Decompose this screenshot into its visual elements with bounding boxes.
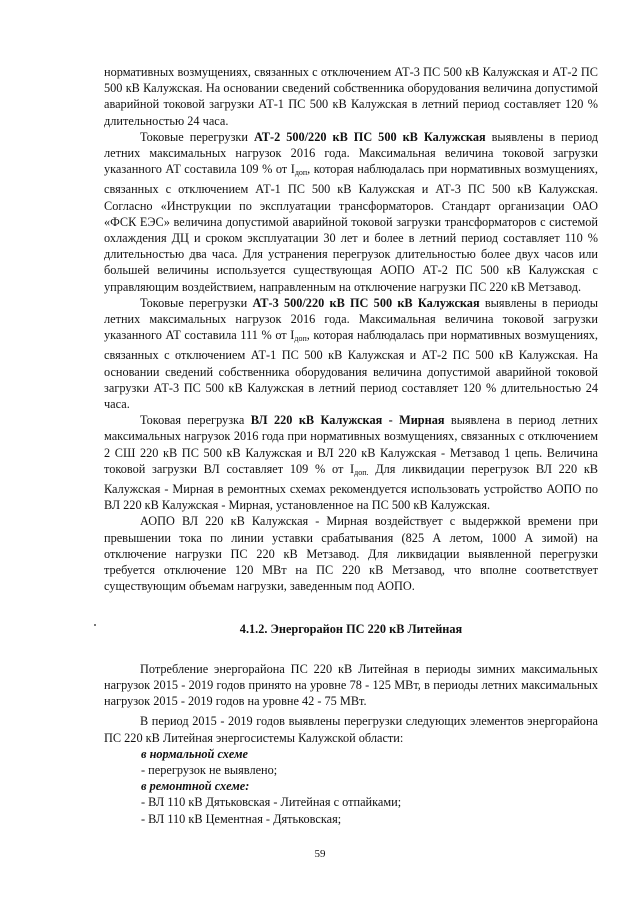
bold-term: АТ-2 500/220 кВ ПС 500 кВ Калужская [253, 129, 486, 144]
paragraph-overloads: В период 2015 - 2019 годов выявлены перегрузки следующих элементов энергорайона ПС 220 кВ Литейная энергосистемы Калужской области: [104, 714, 598, 745]
paragraph-1: нормативных возмущениях, связанных с отключением АТ-3 ПС 500 кВ Калужская и АТ-2 ПС 500 кВ Калужская. На основании сведений собственника оборудования величина допустимой аварийной токовой загрузки АТ-1 ПС 500 кВ Калужская в летний период составляет 120 % длительностью 24 часа. [104, 65, 598, 128]
subscript: доп [294, 168, 308, 178]
repair-scheme-label: в ремонтной схеме: [141, 779, 250, 794]
paragraph-at2 [104, 129, 598, 295]
text: , которая наблюдалась при нормативных возмущениях, связанных с отключением АТ-1 ПС 500 кВ Калужская и АТ-2 ПС 500 кВ Калужская. На основании сведений собственника оборудования величина допустимой аварийной токовой загрузки АТ-3 ПС 500 кВ Калужская в летний период составляет 120 % длительностью 24 часа. [104, 328, 598, 412]
paragraph-vl220 [104, 412, 598, 513]
bold-term: ВЛ 220 кВ Калужская - Мирная [250, 413, 445, 428]
text: выявлены в периоды летних максимальных нагрузок 2016 года. Максимальная величина токовой загрузки указанного АТ составила 111 % от I [104, 295, 598, 343]
text: Для ликвидации перегрузок ВЛ 220 кВ Калужская - Мирная в ремонтных схемах рекомендуется использовать устройство АОПО по ВЛ 220 кВ Калужская - Мирная, установленное на ПС 500 кВ Калужская. [104, 461, 598, 513]
paragraph-aopo: АОПО ВЛ 220 кВ Калужская - Мирная воздействует с выдержкой времени при превышении тока по линии уставки срабатывания (825 А летом, 1000 А зимой) на отключение нагрузки ПС 220 кВ Метзавод. Для ликвидации выявленной перегрузки требуется отключение 120 МВт на ПС 220 кВ Метзавод, что вполне соответствует существующим объемам нагрузки, заведенным под АОПО. [104, 514, 598, 594]
paragraph-at3 [104, 295, 598, 412]
text: , которая наблюдалась при нормативных возмущениях, связанных с отключением АТ-1 ПС 500 кВ Калужская и АТ-3 ПС 500 кВ Калужская. Согласно «Инструкции по эксплуатации трансформаторов. Стандарт организации ОАО «ФСК ЕЭС» величина допустимой аварийной токовой загрузки трансформаторов с системой охлаждения ДЦ и сроком эксплуатации 30 лет и более в летний период составляет 110 % длительностью два часа. Для устранения перегрузок длительностью более двух часов или большей величины используется существующая АОПО АТ-2 ПС 500 кВ Калужская с управляющим воздействием, направленным на отключение нагрузки ПС 220 кВ Метзавод. [104, 162, 599, 294]
normal-scheme-label: в нормальной схеме [141, 746, 248, 761]
section-heading: 4.1.2. Энергорайон ПС 220 кВ Литейная [239, 621, 463, 636]
list-item: - ВЛ 110 кВ Дятьковская - Литейная с отпайками; [141, 795, 402, 810]
text: Токовая перегрузка [140, 413, 251, 428]
text: выявлены в период летних максимальных нагрузок 2016 года. Максимальная величина токовой загрузки указанного АТ составила 109 % от I [104, 129, 598, 177]
bold-term: АТ-3 500/220 кВ ПС 500 кВ Калужская [252, 295, 480, 310]
list-item: - ВЛ 110 кВ Цементная - Дятьковская; [141, 811, 342, 826]
subscript: доп [294, 334, 307, 344]
list-item: - перегрузок не выявлено; [141, 762, 278, 777]
text: Токовые перегрузки [140, 129, 254, 144]
scan-speck [94, 624, 96, 626]
subscript: доп. [354, 467, 369, 477]
page-number: 59 [314, 848, 326, 860]
text: Токовые перегрузки [140, 295, 253, 310]
document-body [104, 64, 598, 827]
text: выявлена в период летних максимальных нагрузок 2016 года при нормативных возмущениях, связанных с отключением 2 СШ 220 кВ ПС 500 кВ Калужская и ВЛ 220 кВ Калужская - Метзавод 1 цепь. Величина токовой загрузки ВЛ составляет 109 % от I [104, 413, 599, 476]
paragraph-consumption: Потребление энергорайона ПС 220 кВ Литейная в периоды зимних максимальных нагрузок 2015 - 2019 годов принято на уровне 78 - 125 МВт, в периоды летних максимальных нагрузок 2015 - 2019 годов на уровне 42 - 75 МВт. [104, 661, 598, 709]
